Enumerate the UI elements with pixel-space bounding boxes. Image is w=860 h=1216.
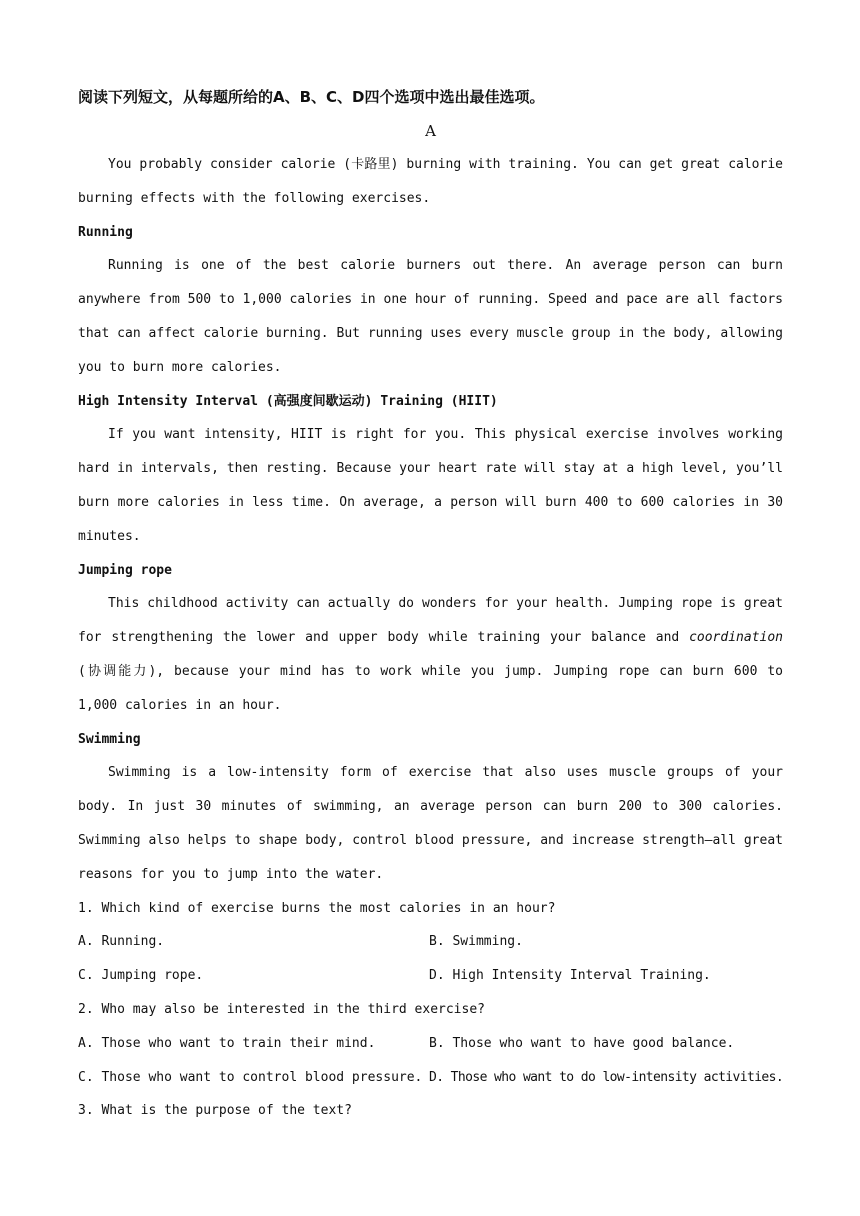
hiit-heading: High Intensity Interval (高强度间歇运动) Training (HIIT)	[78, 393, 498, 409]
answer-options	[78, 925, 783, 993]
intro-paragraph: You probably consider calorie (卡路里) burning with training. You can get great calorie burning effects with the following exercises.	[78, 157, 783, 206]
option-b: B. Swimming.	[429, 934, 523, 950]
jumping-text-after: (协调能力), because your mind has to work while you jump. Jumping rope can burn 600 to 1,000 calories in an hour.	[78, 663, 783, 713]
running-heading: Running	[78, 224, 133, 240]
running-paragraph: Running is one of the best calorie burners out there. An average person can burn anywhere from 500 to 1,000 calories in one hour of running. Speed and pace are all factors that can affect calorie burning. But running uses every muscle group in the body, allowing you to burn more calories.	[78, 258, 783, 375]
option-d: D. High Intensity Interval Training.	[429, 968, 711, 984]
question-1	[78, 892, 783, 993]
swimming-heading: Swimming	[78, 731, 141, 747]
part-title: A	[425, 122, 436, 140]
option-d: D. Those who want to do low-intensity activities.	[429, 1069, 784, 1085]
question-stem: 3. What is the purpose of the text?	[78, 1103, 352, 1119]
option-a: A. Those who want to train their mind.	[78, 1035, 376, 1051]
option-c: C. Jumping rope.	[78, 968, 204, 984]
jumping-text-before: This childhood activity can actually do wonders for your health. Jumping rope is great for strengthening the lower and upper body while training your balance and	[78, 596, 783, 646]
question-stem: 1. Which kind of exercise burns the most calories in an hour?	[78, 900, 556, 916]
hiit-paragraph: If you want intensity, HIIT is right for you. This physical exercise involves working hard in intervals, then resting. Because your heart rate will stay at a high level, you’ll burn more calories in less time. On average, a person will burn 400 to 600 calories in 30 minutes.	[78, 427, 783, 544]
option-b: B. Those who want to have good balance.	[429, 1035, 735, 1051]
option-c: C. Those who want to control blood pressure.	[78, 1069, 423, 1085]
answer-options	[78, 1027, 783, 1095]
coordination-term: coordination	[689, 630, 783, 646]
jumping-paragraph	[78, 587, 783, 722]
swimming-paragraph: Swimming is a low-intensity form of exercise that also uses muscle groups of your body. In just 30 minutes of swimming, an average person can burn 200 to 300 calories. Swimming also helps to shape body, control blood pressure, and increase strength—all great reasons for you to jump into the water.	[78, 765, 783, 882]
question-stem: 2. Who may also be interested in the third exercise?	[78, 1001, 485, 1017]
option-a: A. Running.	[78, 934, 165, 950]
question-3	[78, 1094, 783, 1128]
document-page	[78, 80, 783, 1128]
jumping-heading: Jumping rope	[78, 562, 172, 578]
instruction: 阅读下列短文，从每题所给的A、B、C、D四个选项中选出最佳选项。	[78, 88, 545, 106]
question-2	[78, 993, 783, 1094]
